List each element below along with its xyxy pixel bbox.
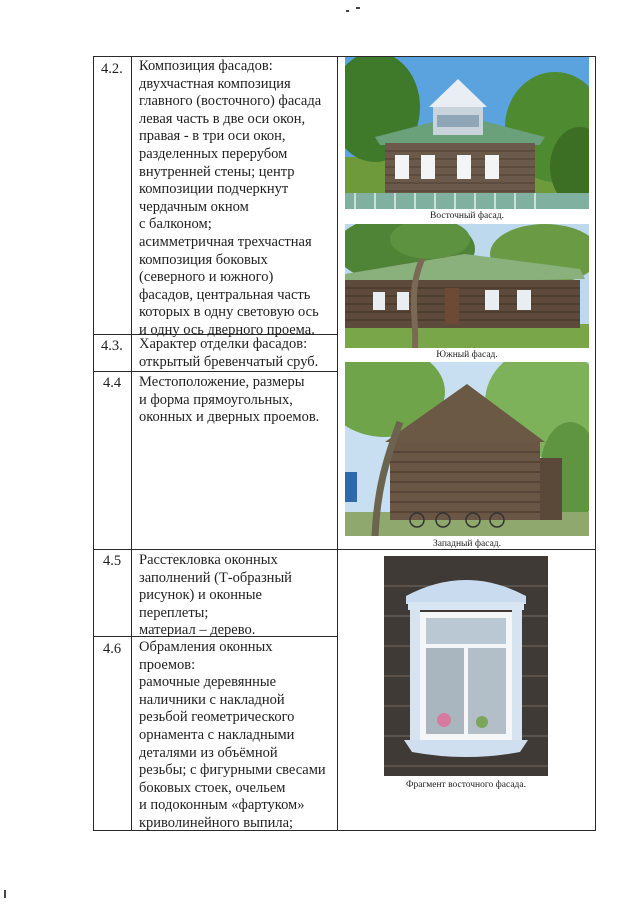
row-text-4-5: Расстекловка оконных заполнений (Т-образный рисунок) и оконные переплеты; материал – дерево. xyxy=(139,552,292,639)
row-text-4-6: Обрамления оконных проемов: рамочные деревянные наличники с накладной резьбой геометрического орнамента с накладными деталями из объёмной резьбы; с фигурными свесами боковых стоек, очельем и подоконным «фартуком» криволинейного выпила; xyxy=(139,639,326,831)
row-number-4-2: 4.2. xyxy=(101,61,123,77)
photo-east-facade xyxy=(345,57,589,209)
table-border-right xyxy=(595,56,596,831)
caption-east-facade: Восточный фасад. xyxy=(430,211,504,221)
row-number-4-6: 4.6 xyxy=(103,641,122,657)
photo-window-fragment xyxy=(384,556,548,776)
caption-south-facade: Южный фасад. xyxy=(436,350,498,360)
caption-west-facade: Западный фасад. xyxy=(432,539,502,549)
row-number-4-3: 4.3. xyxy=(101,338,123,354)
photo-west-facade xyxy=(345,362,589,536)
row-text-4-3: Характер отделки фасадов: открытый бревенчатый сруб. xyxy=(139,336,319,370)
scan-speck xyxy=(346,10,349,12)
row-number-4-4: 4.4 xyxy=(103,375,122,391)
table-border-left xyxy=(93,56,94,831)
photo-south-facade xyxy=(345,224,589,348)
row-number-4-5: 4.5 xyxy=(103,553,122,569)
scan-speck xyxy=(4,890,6,898)
caption-window-fragment: Фрагмент восточного фасада. xyxy=(406,780,526,790)
row-text-4-2: Композиция фасадов: двухчастная композиция главного (восточного) фасада левая часть в две оси окон, правая - в три оси окон, разделенных перерубом внутренней стены; центр композиции подчеркнут чердачным окном с балконом; асимметричная трехчастная композиция боковых (северного и южного) фасадов, центральная часть которых в одну световую ось и одну ось дверного проема. xyxy=(139,58,322,338)
scan-speck xyxy=(356,7,360,9)
table-border-col1 xyxy=(131,56,132,831)
row-divider-4-5 xyxy=(93,549,595,550)
row-text-4-4: Местоположение, размеры и форма прямоугольных, оконных и дверных проемов. xyxy=(139,374,320,426)
table-border-col2 xyxy=(337,56,338,831)
